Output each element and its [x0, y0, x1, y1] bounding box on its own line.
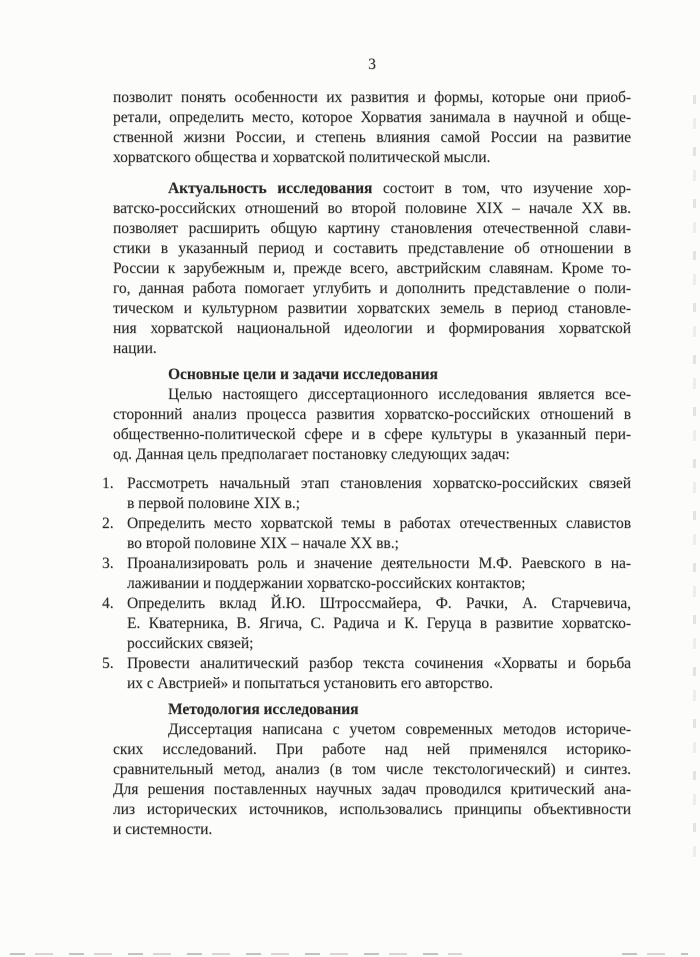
text-line	[102, 474, 631, 494]
page-content	[102, 55, 631, 840]
page-number: 3	[368, 56, 376, 73]
text-line	[102, 594, 631, 614]
text-line: го, данная работа помогает углубить и дополнить представление о поли-	[113, 280, 631, 297]
task-text: Провести аналитический разбор текста сочинения «Хорваты и борьба	[127, 655, 631, 672]
text-line: Для решения поставленных научных задач проводился критический ана-	[113, 781, 631, 798]
task-number: 1.	[102, 475, 114, 492]
text-line: Е. Кватерника, В. Ягича, С. Радича и К. Геруца в развитие хорватско-	[127, 615, 631, 632]
scan-artifact-bottom-edge	[10, 953, 462, 955]
goals-heading: Основные цели и задачи исследования	[168, 366, 438, 383]
text-line: Целью настоящего диссертационного исследования является все-	[168, 386, 631, 403]
text-line: их с Австрией» и попытаться установить его авторство.	[127, 675, 493, 692]
text-line: в первой половине XIX в.;	[127, 495, 300, 512]
text-line	[102, 554, 631, 574]
text-line	[113, 179, 631, 199]
text-line: позволит понять особенности их развития и формы, которые они приоб-	[113, 89, 631, 106]
methodology-heading: Методология исследования	[168, 701, 359, 718]
text-line: хорватского общества и хорватской политической мысли.	[113, 149, 491, 166]
text-line: позволяет расширить общую картину становления отечественной слави-	[113, 220, 631, 237]
relevance-paragraph	[113, 179, 631, 359]
text-line: сторонний анализ процесса развития хорватско-российских отношений в	[113, 406, 631, 423]
text-line: Диссертация написана с учетом современных методов историче-	[168, 721, 631, 738]
list-item	[102, 474, 631, 514]
text-line: ватско-российских отношений во второй половине XIX – начале XX вв.	[113, 200, 631, 217]
text-line: ретали, определить место, которое Хорватия занимала в научной и обще-	[113, 109, 631, 126]
text-line: России к зарубежным и, прежде всего, австрийским славянам. Кроме то-	[113, 260, 631, 277]
text-line	[102, 514, 631, 534]
task-text: Определить место хорватской темы в работах отечественных славистов	[127, 515, 631, 532]
list-item	[102, 514, 631, 554]
task-number: 3.	[102, 555, 114, 572]
text-line: российских связей;	[127, 635, 254, 652]
scan-artifact-bottom-edge	[622, 953, 688, 955]
list-item	[102, 654, 631, 694]
text-line: нации.	[113, 340, 157, 357]
task-text: Определить вклад Й.Ю. Штроссмайера, Ф. Рачки, А. Старчевича,	[127, 595, 631, 612]
text-line: лаживании и поддержании хорватско-российских контактов;	[127, 575, 526, 592]
task-number: 4.	[102, 595, 114, 612]
text-line: и системности.	[113, 821, 213, 838]
intro-paragraph	[113, 88, 631, 168]
text-line: ских исследований. При работе над ней применялся историко-	[113, 741, 631, 758]
text-line: во второй половине XIX – начале XX вв.;	[127, 535, 399, 552]
task-text: Проанализировать роль и значение деятельности М.Ф. Раевского в на-	[127, 555, 631, 572]
goals-intro-paragraph	[113, 385, 631, 465]
text-line: сравнительный метод, анализ (в том числе текстологический) и синтез.	[113, 761, 631, 778]
text-line: стики в указанный период и составить представление об отношении в	[113, 240, 631, 257]
text-line: ственной жизни России, и степень влияния самой России на развитие	[113, 129, 631, 146]
task-number: 5.	[102, 655, 114, 672]
text-line: тическом и культурном развитии хорватских земель в период становле-	[113, 300, 631, 317]
task-list	[102, 474, 631, 694]
text-line: од. Данная цель предполагает постановку следующих задач:	[113, 446, 510, 463]
text-line: ния хорватской национальной идеологии и формирования хорватской	[113, 320, 631, 337]
text-line: общественно-политической сфере и в сфере культуры в указанный пери-	[113, 426, 631, 443]
text-line	[102, 654, 631, 674]
relevance-lead-rest: состоит в том, что изучение хор-	[372, 180, 631, 197]
task-text: Рассмотреть начальный этап становления хорватско-российских связей	[127, 475, 631, 492]
text-line: лиз исторических источников, использовались принципы объективности	[113, 801, 631, 818]
list-item	[102, 554, 631, 594]
task-number: 2.	[102, 515, 114, 532]
relevance-heading: Актуальность исследования	[168, 180, 373, 197]
scan-artifact-right-edge	[693, 95, 696, 867]
methodology-paragraph	[113, 720, 631, 840]
list-item	[102, 594, 631, 654]
